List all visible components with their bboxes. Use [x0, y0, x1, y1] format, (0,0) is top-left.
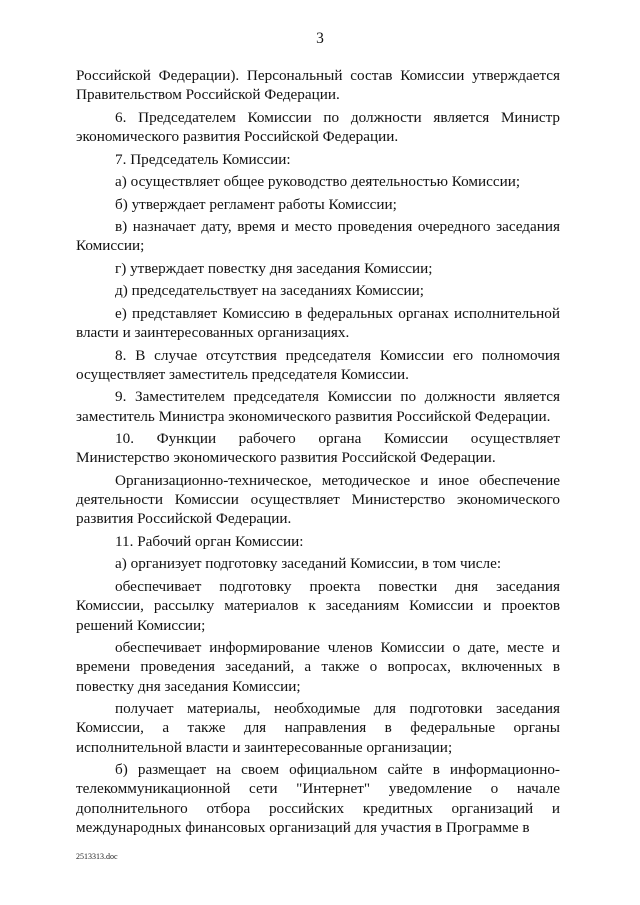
paragraph: 6. Председателем Комиссии по должности является Министр экономического развития Российской Федерации. [76, 108, 560, 146]
document-body [76, 66, 560, 841]
paragraph: б) размещает на своем официальном сайте в информационно-телекоммуникационной сети "Интернет" уведомление о начале дополнительного отбора российских кредитных организаций и международных финансовых организаций для участия в Программе в [76, 761, 560, 837]
paragraph: 7. Председатель Комиссии: [115, 150, 291, 168]
paragraph: 8. В случае отсутствия председателя Комиссии его полномочия осуществляет заместитель председателя Комиссии. [76, 346, 560, 383]
paragraph: 9. Заместителем председателя Комиссии по должности является заместитель Министра экономического развития Российской Федерации. [76, 388, 560, 425]
paragraph: б) утверждает регламент работы Комиссии; [115, 195, 397, 213]
paragraph: обеспечивает подготовку проекта повестки дня заседания Комиссии, рассылку материалов к заседаниям Комиссии и проектов решений Комиссии; [76, 577, 560, 634]
page-number: 3 [316, 30, 324, 47]
paragraph: а) осуществляет общее руководство деятельностью Комиссии; [115, 173, 521, 191]
paragraph: Организационно-техническое, методическое и иное обеспечение деятельности Комиссии осуществляет Министерство экономического развития Российской Федерации. [76, 471, 560, 528]
paragraph: е) представляет Комиссию в федеральных органах исполнительной власти и заинтересованных организациях. [76, 304, 560, 342]
paragraph: д) председательствует на заседаниях Комиссии; [115, 282, 424, 300]
paragraph: обеспечивает информирование членов Комиссии о дате, месте и времени проведения заседаний, а также о вопросах, включенных в повестку дня заседания Комиссии; [76, 639, 560, 695]
paragraph: а) организует подготовку заседаний Комиссии, в том числе: [115, 555, 502, 573]
paragraph: г) утверждает повестку дня заседания Комиссии; [115, 259, 433, 277]
paragraph: Российской Федерации). Персональный состав Комиссии утверждается Правительством Российской Федерации. [76, 67, 560, 104]
paragraph: 11. Рабочий орган Комиссии: [115, 532, 304, 550]
paragraph: получает материалы, необходимые для подготовки заседания Комиссии, а также для направления в федеральные органы исполнительной власти и заинтересованные организации; [76, 700, 560, 756]
paragraph: в) назначает дату, время и место проведения очередного заседания Комиссии; [76, 218, 560, 255]
paragraph: 10. Функции рабочего органа Комиссии осуществляет Министерство экономического развития Российской Федерации. [76, 430, 560, 467]
footer-filename: 2513313.doc [76, 852, 118, 861]
